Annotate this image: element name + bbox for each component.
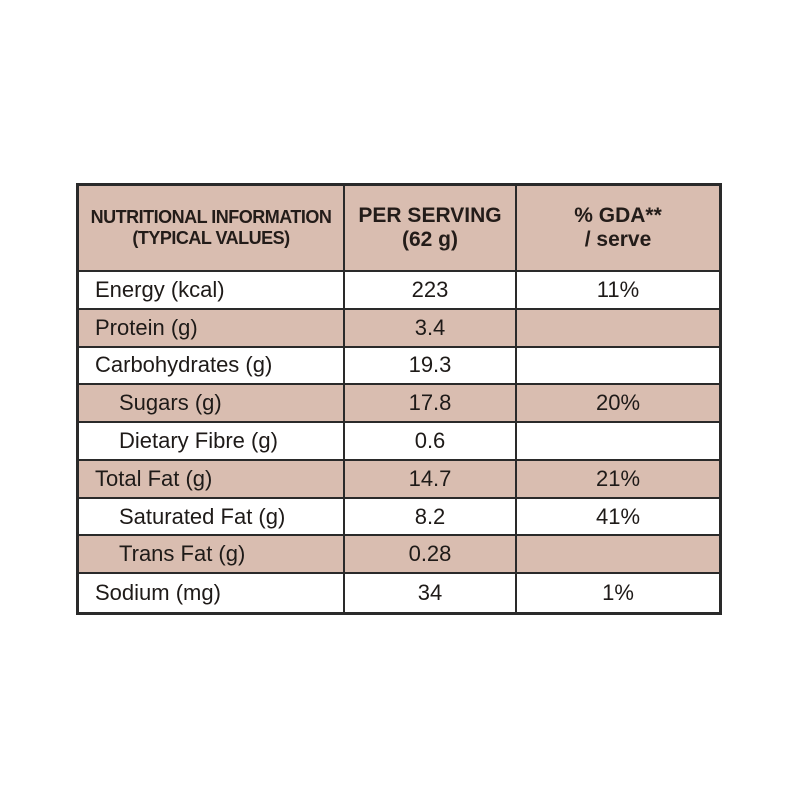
row-value-text: 3.4 [414, 314, 446, 340]
row-gda-text: 1% [602, 580, 634, 606]
row-gda [517, 385, 719, 423]
row-label-text: Dietary Fibre (g) [119, 427, 278, 453]
row-label [79, 272, 345, 310]
nutrition-grid [79, 186, 719, 612]
row-gda [517, 461, 719, 499]
row-label [79, 423, 345, 461]
row-label [79, 348, 345, 386]
row-value [345, 423, 517, 461]
row-gda-text: 21% [595, 465, 641, 491]
header-col3-line2: / serve [584, 228, 652, 251]
header-col2-line2: (62 g) [401, 228, 458, 251]
row-label-text: Saturated Fat (g) [119, 503, 286, 529]
row-value-text: 0.28 [408, 541, 452, 567]
row-label [79, 536, 345, 574]
row-gda [517, 536, 719, 574]
header-gda [517, 186, 719, 272]
row-gda [517, 272, 719, 310]
row-value-text: 223 [411, 276, 449, 302]
row-value [345, 574, 517, 612]
header-per-serving [345, 186, 517, 272]
row-gda [517, 348, 719, 386]
header-col1-line1: NUTRITIONAL INFORMATION [90, 207, 332, 228]
row-label-text: Sodium (mg) [95, 580, 221, 606]
row-gda [517, 574, 719, 612]
nutrition-table [76, 183, 722, 615]
row-label [79, 385, 345, 423]
row-gda [517, 499, 719, 537]
row-value-text: 17.8 [408, 390, 452, 416]
row-value [345, 310, 517, 348]
row-gda-text: 41% [595, 503, 641, 529]
row-gda-text: 11% [596, 276, 640, 302]
row-value [345, 272, 517, 310]
row-value-text: 14.7 [408, 465, 452, 491]
header-col1-line2: (TYPICAL VALUES) [132, 228, 290, 248]
row-value [345, 461, 517, 499]
row-gda-text: 20% [595, 390, 641, 416]
header-col2-line1: PER SERVING [358, 203, 502, 227]
header-nutritional-information [79, 186, 345, 272]
row-value-text: 0.6 [414, 427, 446, 453]
row-value [345, 499, 517, 537]
row-label-text: Trans Fat (g) [119, 541, 246, 567]
row-value-text: 34 [417, 580, 443, 606]
row-value [345, 536, 517, 574]
header-col3-line1: % GDA** [574, 203, 662, 227]
row-value-text: 8.2 [414, 503, 446, 529]
row-label-text: Sugars (g) [119, 390, 222, 416]
row-value [345, 348, 517, 386]
row-label-text: Energy (kcal) [95, 276, 225, 302]
row-label-text: Protein (g) [95, 314, 198, 340]
row-label [79, 461, 345, 499]
row-label-text: Carbohydrates (g) [95, 352, 273, 378]
row-label-text: Total Fat (g) [95, 465, 213, 491]
row-label [79, 574, 345, 612]
row-value [345, 385, 517, 423]
row-label [79, 310, 345, 348]
row-value-text: 19.3 [408, 352, 452, 378]
row-label [79, 499, 345, 537]
row-gda [517, 423, 719, 461]
row-gda [517, 310, 719, 348]
